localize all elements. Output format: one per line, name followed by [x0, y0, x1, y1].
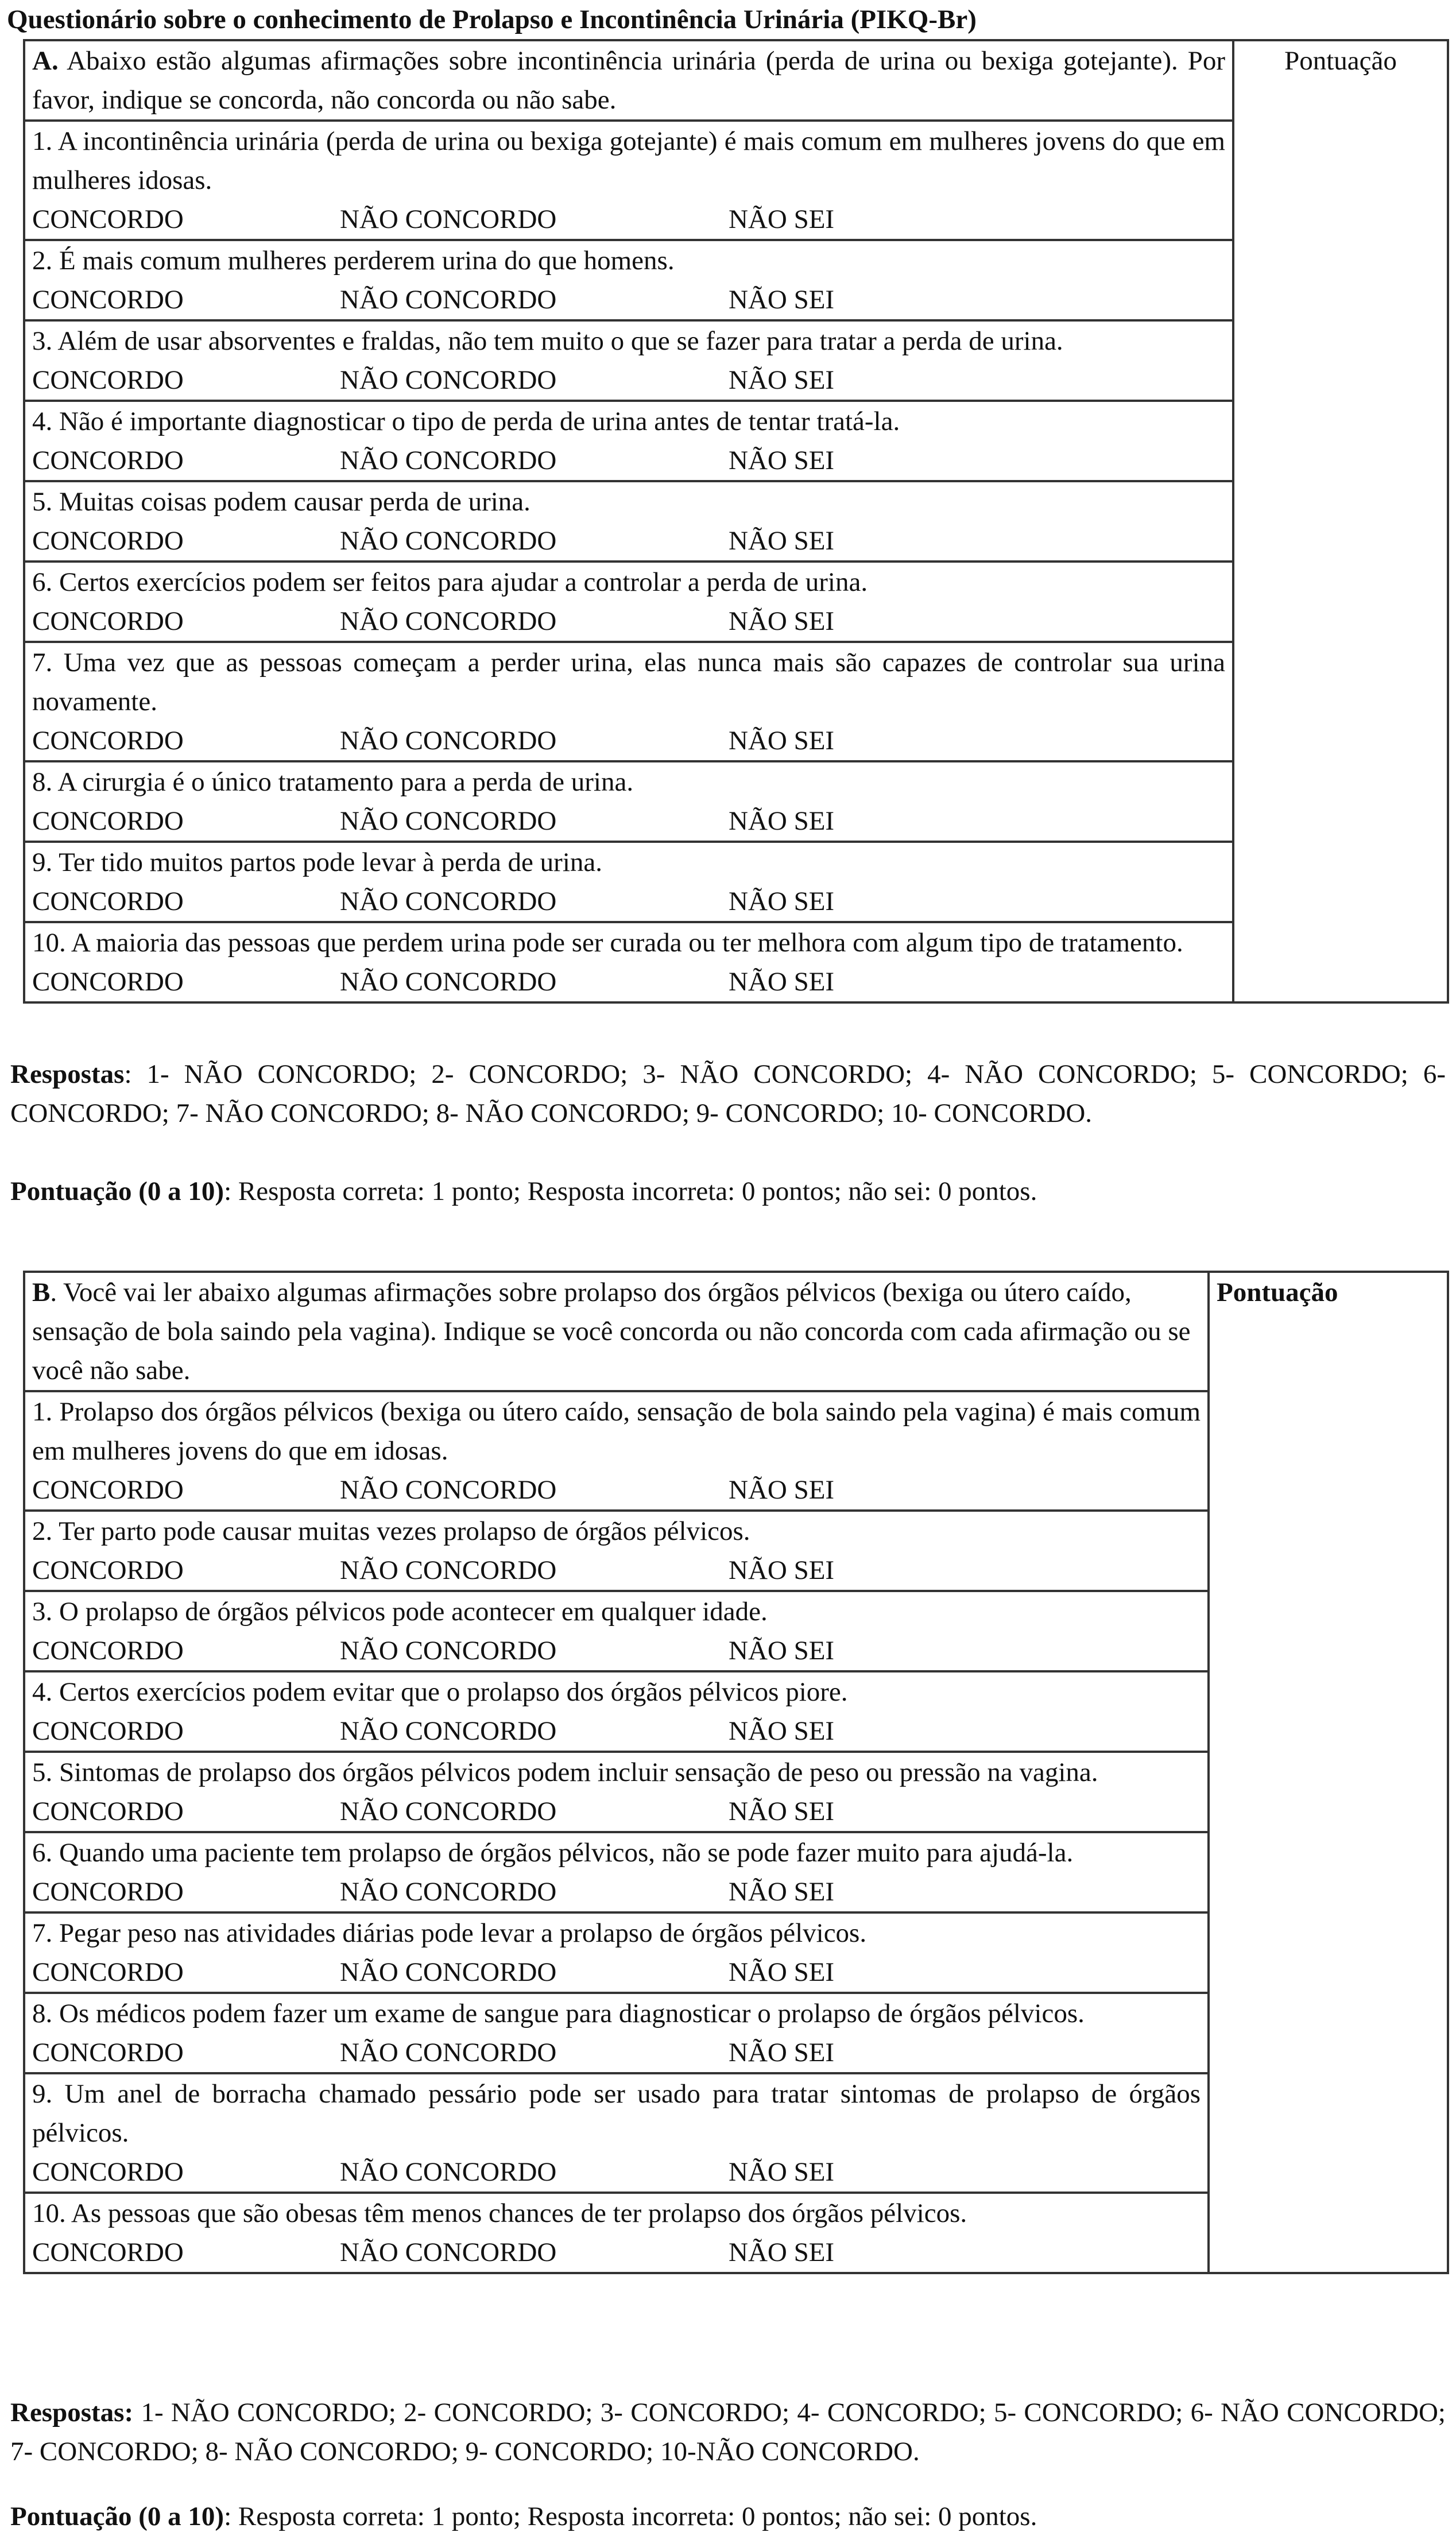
question-text: 4. Certos exercícios podem evitar que o prolapso dos órgãos pélvicos piore.: [32, 1677, 848, 1707]
question-cell: [24, 121, 1233, 240]
section-a-intro: Abaixo estão algumas afirmações sobre incontinência urinária (perda de urina ou bexiga gotejante). Por favor, indique se concorda, não concorda ou não sabe.: [32, 46, 1225, 115]
option-disagree[interactable]: NÃO CONCORDO: [340, 886, 557, 916]
section-b-answers-text: 1- NÃO CONCORDO; 2- CONCORDO; 3- CONCORDO; 4- CONCORDO; 5- CONCORDO; 6- NÃO CONCORDO; 7- CONCORDO; 8- NÃO CONCORDO; 9- CONCORDO; 10-NÃO CONCORDO.: [10, 2398, 1446, 2467]
question-cell: [24, 1391, 1209, 1511]
question-text: 7. Uma vez que as pessoas começam a perder urina, elas nunca mais são capazes de controlar sua urina novamente.: [32, 648, 1225, 717]
section-b-intro-row: [24, 1272, 1448, 1391]
question-text: 2. É mais comum mulheres perderem urina do que homens.: [32, 246, 675, 276]
option-dont-know[interactable]: NÃO SEI: [729, 526, 835, 556]
question-cell: [24, 401, 1233, 481]
option-agree[interactable]: CONCORDO: [32, 726, 184, 756]
section-b-table: [23, 1271, 1449, 2274]
option-dont-know[interactable]: NÃO SEI: [729, 726, 835, 756]
question-cell: [24, 2073, 1209, 2193]
section-b-scoring-label: Pontuação (0 a 10): [10, 2502, 224, 2531]
option-dont-know[interactable]: NÃO SEI: [729, 606, 835, 636]
question-cell: [24, 761, 1233, 842]
question-cell: [24, 1671, 1209, 1752]
option-disagree[interactable]: NÃO CONCORDO: [340, 1716, 557, 1746]
section-b: [23, 1271, 1447, 2274]
answer-options: [32, 280, 1225, 319]
question-text: 3. O prolapso de órgãos pélvicos pode acontecer em qualquer idade.: [32, 1597, 768, 1627]
answer-options: [32, 361, 1225, 400]
option-disagree[interactable]: NÃO CONCORDO: [340, 365, 557, 395]
option-dont-know[interactable]: NÃO SEI: [729, 2237, 835, 2267]
question-cell: [24, 1591, 1209, 1671]
question-text: 3. Além de usar absorventes e fraldas, não tem muito o que se fazer para tratar a perda de urina.: [32, 326, 1063, 356]
question-cell: [24, 1832, 1209, 1912]
option-dont-know[interactable]: NÃO SEI: [729, 1877, 835, 1907]
question-text: 2. Ter parto pode causar muitas vezes prolapso de órgãos pélvicos.: [32, 1516, 750, 1546]
question-cell: [24, 1993, 1209, 2073]
answer-options: [32, 1792, 1201, 1831]
option-dont-know[interactable]: NÃO SEI: [729, 204, 835, 234]
question-cell: [24, 240, 1233, 320]
section-a-answers-label: Respostas: [10, 1059, 125, 1089]
section-b-scoring: [10, 2497, 1446, 2536]
option-disagree[interactable]: NÃO CONCORDO: [340, 2237, 557, 2267]
option-disagree[interactable]: NÃO CONCORDO: [340, 1957, 557, 1987]
question-cell: [24, 1511, 1209, 1591]
answer-options: [32, 521, 1225, 560]
section-b-answers: [10, 2393, 1446, 2471]
option-agree[interactable]: CONCORDO: [32, 1636, 184, 1666]
option-disagree[interactable]: NÃO CONCORDO: [340, 1636, 557, 1666]
question-text: 10. As pessoas que são obesas têm menos chances de ter prolapso dos órgãos pélvicos.: [32, 2198, 967, 2228]
option-dont-know[interactable]: NÃO SEI: [729, 2038, 835, 2067]
option-agree[interactable]: CONCORDO: [32, 285, 184, 315]
question-cell: [24, 922, 1233, 1002]
option-dont-know[interactable]: NÃO SEI: [729, 1797, 835, 1826]
option-disagree[interactable]: NÃO CONCORDO: [340, 1877, 557, 1907]
option-disagree[interactable]: NÃO CONCORDO: [340, 446, 557, 475]
option-disagree[interactable]: NÃO CONCORDO: [340, 285, 557, 315]
option-agree[interactable]: CONCORDO: [32, 446, 184, 475]
answer-options: [32, 602, 1225, 641]
section-a-scoring-label: Pontuação (0 a 10): [10, 1176, 224, 1206]
option-disagree[interactable]: NÃO CONCORDO: [340, 2038, 557, 2067]
question-cell: [24, 481, 1233, 562]
answer-options: [32, 441, 1225, 480]
question-cell: [24, 642, 1233, 761]
question-text: 8. A cirurgia é o único tratamento para a perda de urina.: [32, 767, 634, 797]
option-disagree[interactable]: NÃO CONCORDO: [340, 204, 557, 234]
option-agree[interactable]: CONCORDO: [32, 204, 184, 234]
option-agree[interactable]: CONCORDO: [32, 1957, 184, 1987]
option-dont-know[interactable]: NÃO SEI: [729, 886, 835, 916]
answer-options: [32, 2152, 1201, 2192]
option-dont-know[interactable]: NÃO SEI: [729, 2157, 835, 2187]
answer-options: [32, 1470, 1201, 1509]
option-agree[interactable]: CONCORDO: [32, 886, 184, 916]
section-b-answers-label: Respostas:: [10, 2398, 134, 2427]
section-a-table: [23, 39, 1449, 1004]
option-disagree[interactable]: NÃO CONCORDO: [340, 606, 557, 636]
answer-options: [32, 802, 1225, 841]
answer-options: [32, 1712, 1201, 1751]
option-agree[interactable]: CONCORDO: [32, 2157, 184, 2187]
section-a-intro-cell: [24, 40, 1233, 121]
section-b-intro-cell: [24, 1272, 1209, 1391]
question-text: 4. Não é importante diagnosticar o tipo de perda de urina antes de tentar tratá-la.: [32, 406, 900, 436]
section-b-scoring-text: : Resposta correta: 1 ponto; Resposta incorreta: 0 pontos; não sei: 0 pontos.: [224, 2502, 1037, 2531]
section-a-score-column: [1233, 40, 1448, 1002]
option-disagree[interactable]: NÃO CONCORDO: [340, 1797, 557, 1826]
option-agree[interactable]: CONCORDO: [32, 2038, 184, 2067]
option-dont-know[interactable]: NÃO SEI: [729, 967, 835, 997]
option-dont-know[interactable]: NÃO SEI: [729, 446, 835, 475]
option-disagree[interactable]: NÃO CONCORDO: [340, 1555, 557, 1585]
option-agree[interactable]: CONCORDO: [32, 1555, 184, 1585]
question-text: 1. A incontinência urinária (perda de urina ou bexiga gotejante) é mais comum em mulheres jovens do que em mulheres idosas.: [32, 126, 1225, 195]
option-disagree[interactable]: NÃO CONCORDO: [340, 2157, 557, 2187]
option-agree[interactable]: CONCORDO: [32, 606, 184, 636]
question-text: 6. Certos exercícios podem ser feitos para ajudar a controlar a perda de urina.: [32, 567, 868, 597]
option-disagree[interactable]: NÃO CONCORDO: [340, 1475, 557, 1505]
answer-options: [32, 1953, 1201, 1992]
question-text: 5. Sintomas de prolapso dos órgãos pélvicos podem incluir sensação de peso ou pressão na vagina.: [32, 1757, 1098, 1787]
section-a: [23, 39, 1447, 1004]
section-a-score-header: Pontuação: [1284, 46, 1397, 76]
option-agree[interactable]: CONCORDO: [32, 1716, 184, 1746]
answer-options: [32, 2033, 1201, 2072]
question-cell: [24, 1752, 1209, 1832]
option-disagree[interactable]: NÃO CONCORDO: [340, 526, 557, 556]
option-dont-know[interactable]: NÃO SEI: [729, 285, 835, 315]
option-dont-know[interactable]: NÃO SEI: [729, 1957, 835, 1987]
option-dont-know[interactable]: NÃO SEI: [729, 1475, 835, 1505]
option-agree[interactable]: CONCORDO: [32, 526, 184, 556]
section-a-answers-text: : 1- NÃO CONCORDO; 2- CONCORDO; 3- NÃO CONCORDO; 4- NÃO CONCORDO; 5- CONCORDO; 6- CONCORDO; 7- NÃO CONCORDO; 8- NÃO CONCORDO; 9- CONCORDO; 10- CONCORDO.: [10, 1059, 1446, 1128]
answer-options: [32, 1631, 1201, 1670]
question-text: 10. A maioria das pessoas que perdem urina pode ser curada ou ter melhora com algum tipo de tratamento.: [32, 928, 1183, 958]
answer-options: [32, 721, 1225, 760]
question-text: 9. Ter tido muitos partos pode levar à perda de urina.: [32, 847, 602, 877]
question-text: 8. Os médicos podem fazer um exame de sangue para diagnosticar o prolapso de órgãos pélvicos.: [32, 1999, 1085, 2028]
section-a-answers: [10, 1055, 1446, 1133]
option-disagree[interactable]: NÃO CONCORDO: [340, 726, 557, 756]
option-dont-know[interactable]: NÃO SEI: [729, 1716, 835, 1746]
question-text: 1. Prolapso dos órgãos pélvicos (bexiga ou útero caído, sensação de bola saindo pela vagina) é mais comum em mulheres jovens do que em idosas.: [32, 1397, 1201, 1466]
question-cell: [24, 320, 1233, 401]
section-a-letter: A.: [32, 46, 59, 76]
answer-options: [32, 1551, 1201, 1590]
question-text: 5. Muitas coisas podem causar perda de urina.: [32, 487, 530, 517]
question-text: 9. Um anel de borracha chamado pessário pode ser usado para tratar sintomas de prolapso de órgãos pélvicos.: [32, 2079, 1201, 2148]
option-agree[interactable]: CONCORDO: [32, 1475, 184, 1505]
option-dont-know[interactable]: NÃO SEI: [729, 806, 835, 836]
section-b-score-column: [1209, 1272, 1448, 2273]
option-agree[interactable]: CONCORDO: [32, 806, 184, 836]
question-text: 6. Quando uma paciente tem prolapso de órgãos pélvicos, não se pode fazer muito para ajudá-la.: [32, 1838, 1074, 1868]
question-cell: [24, 562, 1233, 642]
answer-options: [32, 200, 1225, 239]
section-a-scoring-text: : Resposta correta: 1 ponto; Resposta incorreta: 0 pontos; não sei: 0 pontos.: [224, 1176, 1037, 1206]
question-text: 7. Pegar peso nas atividades diárias pode levar a prolapso de órgãos pélvicos.: [32, 1918, 867, 1948]
question-cell: [24, 1912, 1209, 1993]
option-dont-know[interactable]: NÃO SEI: [729, 1636, 835, 1666]
answer-options: [32, 1872, 1201, 1911]
section-b-letter: B: [32, 1277, 51, 1307]
answer-options: [32, 962, 1225, 1001]
document-title: Questionário sobre o conhecimento de Prolapso e Incontinência Urinária (PIKQ-Br): [7, 5, 977, 34]
section-a-scoring: [10, 1172, 1446, 1211]
option-agree[interactable]: CONCORDO: [32, 967, 184, 997]
answer-options: [32, 882, 1225, 921]
option-dont-know[interactable]: NÃO SEI: [729, 1555, 835, 1585]
option-dont-know[interactable]: NÃO SEI: [729, 365, 835, 395]
question-cell: [24, 842, 1233, 922]
option-agree[interactable]: CONCORDO: [32, 1797, 184, 1826]
option-agree[interactable]: CONCORDO: [32, 1877, 184, 1907]
option-disagree[interactable]: NÃO CONCORDO: [340, 967, 557, 997]
option-agree[interactable]: CONCORDO: [32, 2237, 184, 2267]
question-cell: [24, 2193, 1209, 2273]
section-b-score-header: Pontuação: [1217, 1277, 1338, 1307]
option-agree[interactable]: CONCORDO: [32, 365, 184, 395]
option-disagree[interactable]: NÃO CONCORDO: [340, 806, 557, 836]
answer-options: [32, 2233, 1201, 2272]
section-b-intro: . Você vai ler abaixo algumas afirmações sobre prolapso dos órgãos pélvicos (bexiga ou útero caído, sensação de bola saindo pela vagina). Indique se você concorda ou não concorda com cada afirmação ou se você não sabe.: [32, 1277, 1191, 1385]
section-a-intro-row: [24, 40, 1448, 121]
